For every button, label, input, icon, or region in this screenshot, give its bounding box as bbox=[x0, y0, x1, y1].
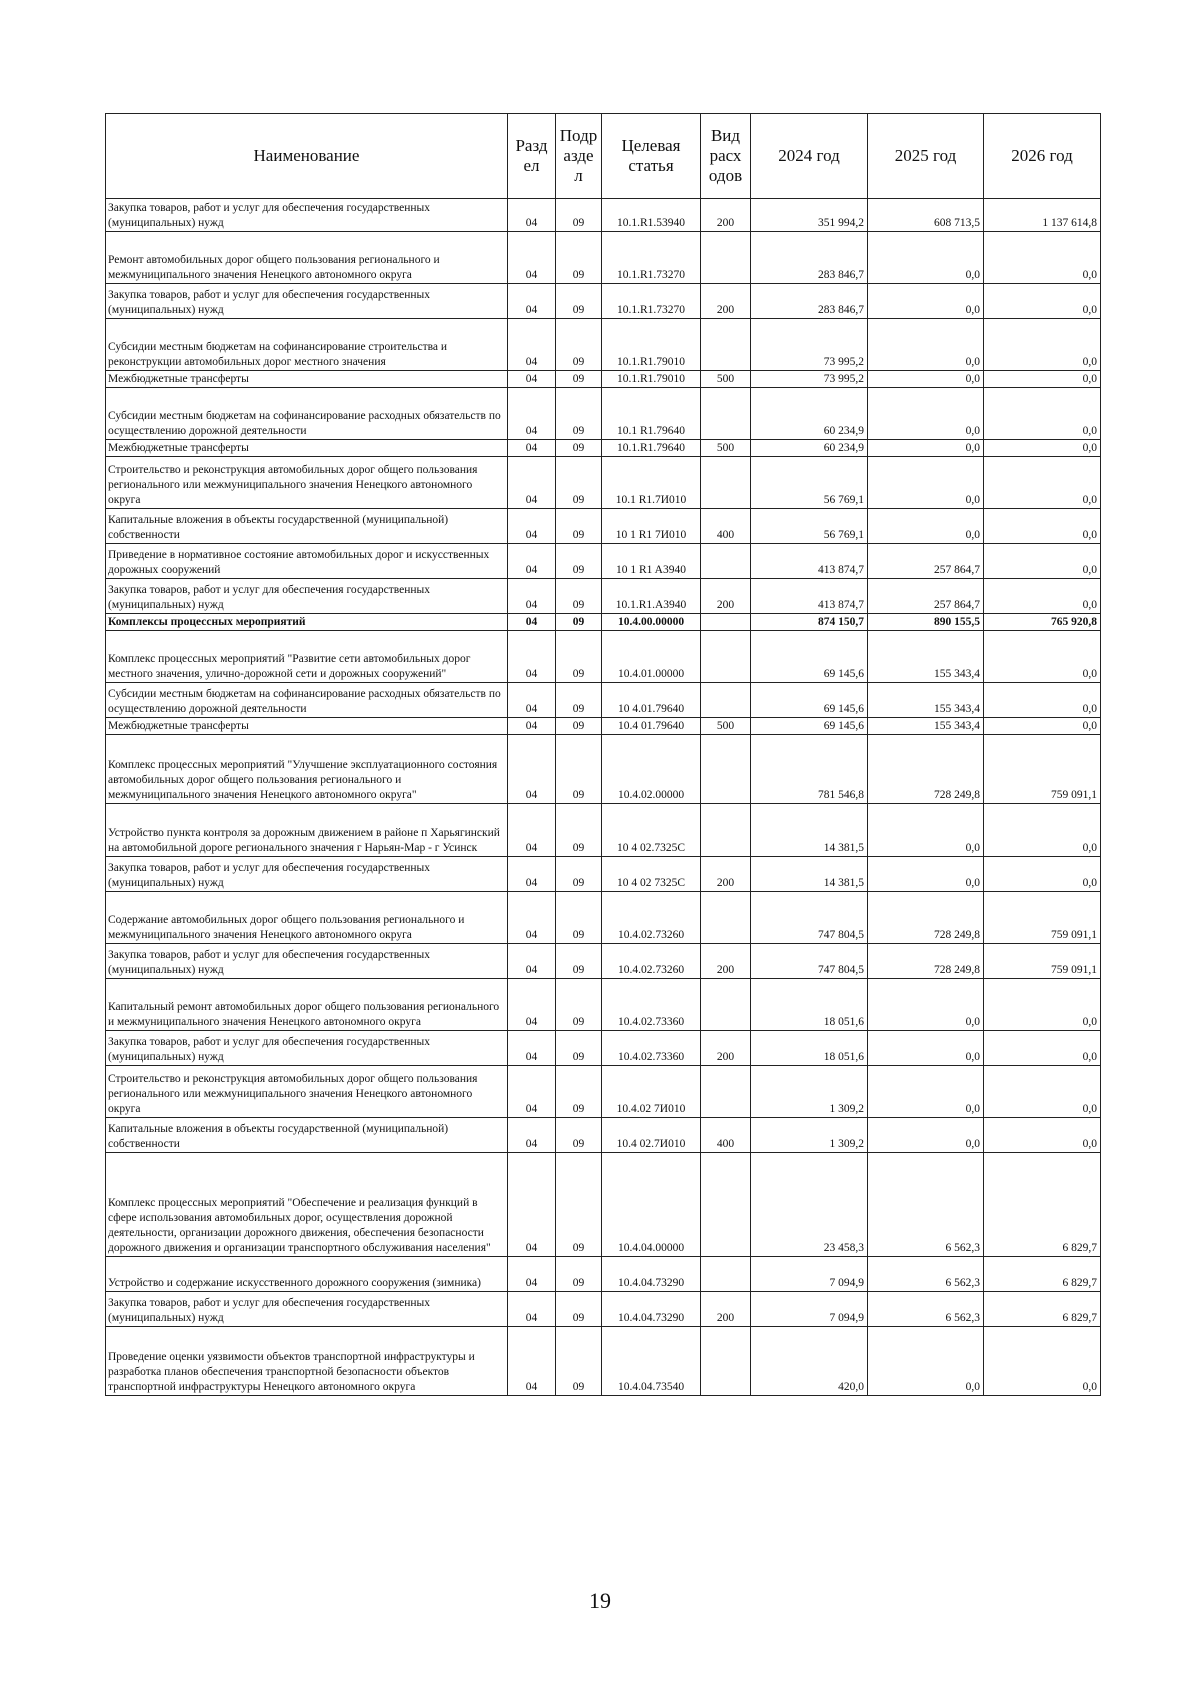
cell-2025: 0,0 bbox=[868, 804, 984, 857]
cell-subsection: 09 bbox=[556, 1118, 602, 1153]
cell-2025: 728 249,8 bbox=[868, 735, 984, 804]
cell-subsection: 09 bbox=[556, 892, 602, 944]
cell-target: 10 1 R1 A3940 bbox=[602, 544, 701, 579]
cell-section: 04 bbox=[508, 509, 556, 544]
cell-section: 04 bbox=[508, 1257, 556, 1292]
cell-type bbox=[701, 892, 751, 944]
cell-section: 04 bbox=[508, 199, 556, 232]
cell-2026: 759 091,1 bbox=[984, 735, 1101, 804]
cell-2026: 759 091,1 bbox=[984, 892, 1101, 944]
cell-target: 10 1 R1 7И010 bbox=[602, 509, 701, 544]
cell-target: 10.1.R1.79010 bbox=[602, 319, 701, 371]
cell-2026: 0,0 bbox=[984, 683, 1101, 718]
cell-section: 04 bbox=[508, 631, 556, 683]
cell-type bbox=[701, 979, 751, 1031]
cell-2026: 0,0 bbox=[984, 457, 1101, 509]
header-target: Целевая статья bbox=[602, 114, 701, 199]
cell-2026: 0,0 bbox=[984, 284, 1101, 319]
cell-2025: 0,0 bbox=[868, 1118, 984, 1153]
cell-name: Комплекс процессных мероприятий "Развитие сети автомобильных дорог местного значения, улично-дорожной сети и дорожных сооружений" bbox=[106, 631, 508, 683]
cell-2024: 351 994,2 bbox=[751, 199, 868, 232]
cell-subsection: 09 bbox=[556, 614, 602, 631]
cell-section: 04 bbox=[508, 457, 556, 509]
cell-2025: 0,0 bbox=[868, 509, 984, 544]
cell-2024: 18 051,6 bbox=[751, 1031, 868, 1066]
table-row bbox=[106, 371, 1101, 388]
table-row bbox=[106, 614, 1101, 631]
cell-2024: 23 458,3 bbox=[751, 1153, 868, 1257]
cell-name: Субсидии местным бюджетам на софинансирование расходных обязательств по осуществлению дорожной деятельности bbox=[106, 683, 508, 718]
cell-name: Комплекс процессных мероприятий "Улучшение эксплуатационного состояния автомобильных дорог общего пользования регионального и межмуниципального значения Ненецкого автономного округа" bbox=[106, 735, 508, 804]
cell-section: 04 bbox=[508, 544, 556, 579]
cell-section: 04 bbox=[508, 857, 556, 892]
cell-name: Закупка товаров, работ и услуг для обеспечения государственных (муниципальных) нужд bbox=[106, 199, 508, 232]
cell-target: 10.1.R1.73270 bbox=[602, 284, 701, 319]
cell-subsection: 09 bbox=[556, 199, 602, 232]
cell-2025: 6 562,3 bbox=[868, 1292, 984, 1327]
table-row bbox=[106, 232, 1101, 284]
cell-type bbox=[701, 735, 751, 804]
cell-target: 10 4 02 7325C bbox=[602, 857, 701, 892]
cell-subsection: 09 bbox=[556, 457, 602, 509]
header-type: Вид расх одов bbox=[701, 114, 751, 199]
cell-target: 10.4.04.73290 bbox=[602, 1257, 701, 1292]
cell-type: 200 bbox=[701, 1031, 751, 1066]
cell-type: 500 bbox=[701, 440, 751, 457]
cell-2026: 0,0 bbox=[984, 1118, 1101, 1153]
cell-2026: 0,0 bbox=[984, 232, 1101, 284]
cell-2026: 0,0 bbox=[984, 979, 1101, 1031]
cell-2026: 0,0 bbox=[984, 509, 1101, 544]
cell-name: Закупка товаров, работ и услуг для обеспечения государственных (муниципальных) нужд bbox=[106, 944, 508, 979]
cell-section: 04 bbox=[508, 1066, 556, 1118]
cell-section: 04 bbox=[508, 1292, 556, 1327]
cell-2025: 0,0 bbox=[868, 1031, 984, 1066]
cell-subsection: 09 bbox=[556, 1153, 602, 1257]
cell-2025: 155 343,4 bbox=[868, 683, 984, 718]
cell-2025: 0,0 bbox=[868, 440, 984, 457]
cell-type: 200 bbox=[701, 944, 751, 979]
budget-table bbox=[105, 113, 1101, 1396]
cell-target: 10.1.R1.73270 bbox=[602, 232, 701, 284]
cell-type bbox=[701, 544, 751, 579]
cell-type bbox=[701, 388, 751, 440]
cell-2025: 608 713,5 bbox=[868, 199, 984, 232]
cell-2024: 874 150,7 bbox=[751, 614, 868, 631]
cell-2026: 1 137 614,8 bbox=[984, 199, 1101, 232]
cell-section: 04 bbox=[508, 944, 556, 979]
cell-target: 10.4 02.7И010 bbox=[602, 1118, 701, 1153]
cell-subsection: 09 bbox=[556, 718, 602, 735]
table-row bbox=[106, 1118, 1101, 1153]
cell-2024: 283 846,7 bbox=[751, 284, 868, 319]
cell-name: Капитальный ремонт автомобильных дорог общего пользования регионального и межмуниципального значения Ненецкого автономного округа bbox=[106, 979, 508, 1031]
cell-2025: 155 343,4 bbox=[868, 631, 984, 683]
cell-type bbox=[701, 631, 751, 683]
table-row bbox=[106, 319, 1101, 371]
cell-subsection: 09 bbox=[556, 371, 602, 388]
page-number: 19 bbox=[589, 1588, 611, 1613]
table-header-row bbox=[106, 114, 1101, 199]
cell-subsection: 09 bbox=[556, 1292, 602, 1327]
cell-section: 04 bbox=[508, 1153, 556, 1257]
table-row bbox=[106, 509, 1101, 544]
cell-type bbox=[701, 1066, 751, 1118]
cell-2026: 0,0 bbox=[984, 388, 1101, 440]
cell-target: 10.4.01.00000 bbox=[602, 631, 701, 683]
cell-2026: 6 829,7 bbox=[984, 1153, 1101, 1257]
cell-2024: 69 145,6 bbox=[751, 718, 868, 735]
cell-2024: 73 995,2 bbox=[751, 319, 868, 371]
cell-type bbox=[701, 614, 751, 631]
cell-type: 200 bbox=[701, 1292, 751, 1327]
cell-type bbox=[701, 1153, 751, 1257]
cell-2024: 7 094,9 bbox=[751, 1257, 868, 1292]
table-row bbox=[106, 544, 1101, 579]
table-row bbox=[106, 735, 1101, 804]
cell-target: 10.1.R1.A3940 bbox=[602, 579, 701, 614]
table-row bbox=[106, 631, 1101, 683]
cell-2026: 0,0 bbox=[984, 718, 1101, 735]
cell-section: 04 bbox=[508, 614, 556, 631]
cell-2024: 420,0 bbox=[751, 1327, 868, 1396]
table-row bbox=[106, 944, 1101, 979]
budget-table-container bbox=[105, 113, 1100, 1396]
cell-target: 10.4.00.00000 bbox=[602, 614, 701, 631]
cell-2024: 69 145,6 bbox=[751, 683, 868, 718]
cell-2026: 6 829,7 bbox=[984, 1257, 1101, 1292]
cell-2026: 0,0 bbox=[984, 1327, 1101, 1396]
cell-subsection: 09 bbox=[556, 979, 602, 1031]
cell-2026: 0,0 bbox=[984, 440, 1101, 457]
cell-target: 10.1.R1.79640 bbox=[602, 440, 701, 457]
cell-name: Закупка товаров, работ и услуг для обеспечения государственных (муниципальных) нужд bbox=[106, 1031, 508, 1066]
cell-name: Закупка товаров, работ и услуг для обеспечения государственных (муниципальных) нужд bbox=[106, 579, 508, 614]
table-row bbox=[106, 979, 1101, 1031]
table-row bbox=[106, 892, 1101, 944]
cell-type bbox=[701, 1327, 751, 1396]
cell-section: 04 bbox=[508, 440, 556, 457]
cell-2025: 257 864,7 bbox=[868, 544, 984, 579]
cell-target: 10.1 R1.79640 bbox=[602, 388, 701, 440]
cell-name: Закупка товаров, работ и услуг для обеспечения государственных (муниципальных) нужд bbox=[106, 857, 508, 892]
cell-section: 04 bbox=[508, 1118, 556, 1153]
cell-subsection: 09 bbox=[556, 1066, 602, 1118]
cell-type bbox=[701, 683, 751, 718]
cell-name: Строительство и реконструкция автомобильных дорог общего пользования регионального или межмуниципального значения Ненецкого автономного округа bbox=[106, 457, 508, 509]
table-row bbox=[106, 1153, 1101, 1257]
cell-2024: 69 145,6 bbox=[751, 631, 868, 683]
cell-target: 10.4.02.73260 bbox=[602, 892, 701, 944]
cell-section: 04 bbox=[508, 1031, 556, 1066]
cell-2026: 0,0 bbox=[984, 319, 1101, 371]
table-row bbox=[106, 804, 1101, 857]
cell-2025: 890 155,5 bbox=[868, 614, 984, 631]
cell-name: Межбюджетные трансферты bbox=[106, 371, 508, 388]
cell-2025: 0,0 bbox=[868, 457, 984, 509]
cell-target: 10.4.02.00000 bbox=[602, 735, 701, 804]
cell-subsection: 09 bbox=[556, 1257, 602, 1292]
cell-target: 10.1 R1.7И010 bbox=[602, 457, 701, 509]
cell-subsection: 09 bbox=[556, 944, 602, 979]
cell-2026: 0,0 bbox=[984, 857, 1101, 892]
cell-target: 10.4.02.73360 bbox=[602, 979, 701, 1031]
cell-subsection: 09 bbox=[556, 1031, 602, 1066]
header-2025: 2025 год bbox=[868, 114, 984, 199]
cell-2024: 747 804,5 bbox=[751, 944, 868, 979]
cell-target: 10 4.01.79640 bbox=[602, 683, 701, 718]
cell-2025: 155 343,4 bbox=[868, 718, 984, 735]
cell-2024: 283 846,7 bbox=[751, 232, 868, 284]
cell-2026: 0,0 bbox=[984, 804, 1101, 857]
cell-name: Закупка товаров, работ и услуг для обеспечения государственных (муниципальных) нужд bbox=[106, 284, 508, 319]
cell-2026: 0,0 bbox=[984, 1066, 1101, 1118]
cell-type: 400 bbox=[701, 509, 751, 544]
cell-2024: 781 546,8 bbox=[751, 735, 868, 804]
table-row bbox=[106, 199, 1101, 232]
cell-type bbox=[701, 232, 751, 284]
cell-target: 10.4 01.79640 bbox=[602, 718, 701, 735]
cell-2025: 257 864,7 bbox=[868, 579, 984, 614]
header-2024: 2024 год bbox=[751, 114, 868, 199]
cell-2025: 0,0 bbox=[868, 371, 984, 388]
cell-2025: 728 249,8 bbox=[868, 944, 984, 979]
header-name: Наименование bbox=[106, 114, 508, 199]
cell-2025: 0,0 bbox=[868, 232, 984, 284]
cell-name: Ремонт автомобильных дорог общего пользования регионального и межмуниципального значения Ненецкого автономного округа bbox=[106, 232, 508, 284]
cell-2025: 0,0 bbox=[868, 1066, 984, 1118]
cell-name: Содержание автомобильных дорог общего пользования регионального и межмуниципального значения Ненецкого автономного округа bbox=[106, 892, 508, 944]
cell-2025: 6 562,3 bbox=[868, 1257, 984, 1292]
cell-section: 04 bbox=[508, 1327, 556, 1396]
cell-2025: 0,0 bbox=[868, 388, 984, 440]
cell-subsection: 09 bbox=[556, 544, 602, 579]
cell-2026: 0,0 bbox=[984, 1031, 1101, 1066]
cell-section: 04 bbox=[508, 683, 556, 718]
cell-2025: 0,0 bbox=[868, 319, 984, 371]
cell-2025: 6 562,3 bbox=[868, 1153, 984, 1257]
cell-section: 04 bbox=[508, 892, 556, 944]
cell-name: Устройство и содержание искусственного дорожного сооружения (зимника) bbox=[106, 1257, 508, 1292]
cell-2025: 728 249,8 bbox=[868, 892, 984, 944]
table-row bbox=[106, 1327, 1101, 1396]
cell-name: Комплексы процессных мероприятий bbox=[106, 614, 508, 631]
cell-2024: 73 995,2 bbox=[751, 371, 868, 388]
cell-section: 04 bbox=[508, 319, 556, 371]
cell-section: 04 bbox=[508, 232, 556, 284]
table-row bbox=[106, 1031, 1101, 1066]
cell-2026: 0,0 bbox=[984, 371, 1101, 388]
cell-2026: 0,0 bbox=[984, 631, 1101, 683]
cell-2024: 413 874,7 bbox=[751, 544, 868, 579]
header-subsection: Подр азде л bbox=[556, 114, 602, 199]
cell-name: Приведение в нормативное состояние автомобильных дорог и искусственных дорожных сооружений bbox=[106, 544, 508, 579]
cell-section: 04 bbox=[508, 804, 556, 857]
cell-section: 04 bbox=[508, 735, 556, 804]
header-2026: 2026 год bbox=[984, 114, 1101, 199]
cell-subsection: 09 bbox=[556, 319, 602, 371]
cell-subsection: 09 bbox=[556, 579, 602, 614]
cell-2024: 14 381,5 bbox=[751, 804, 868, 857]
cell-type: 200 bbox=[701, 857, 751, 892]
cell-type: 200 bbox=[701, 579, 751, 614]
table-row bbox=[106, 1066, 1101, 1118]
cell-type: 400 bbox=[701, 1118, 751, 1153]
cell-subsection: 09 bbox=[556, 388, 602, 440]
table-row bbox=[106, 440, 1101, 457]
cell-target: 10.4.04.00000 bbox=[602, 1153, 701, 1257]
table-row bbox=[106, 857, 1101, 892]
cell-subsection: 09 bbox=[556, 284, 602, 319]
table-row bbox=[106, 1292, 1101, 1327]
table-row bbox=[106, 457, 1101, 509]
cell-target: 10.4.02.73260 bbox=[602, 944, 701, 979]
cell-2024: 7 094,9 bbox=[751, 1292, 868, 1327]
cell-2025: 0,0 bbox=[868, 979, 984, 1031]
cell-subsection: 09 bbox=[556, 804, 602, 857]
cell-target: 10.4.04.73290 bbox=[602, 1292, 701, 1327]
cell-subsection: 09 bbox=[556, 440, 602, 457]
cell-name: Межбюджетные трансферты bbox=[106, 718, 508, 735]
cell-2024: 18 051,6 bbox=[751, 979, 868, 1031]
cell-2024: 60 234,9 bbox=[751, 440, 868, 457]
table-row bbox=[106, 579, 1101, 614]
cell-2026: 759 091,1 bbox=[984, 944, 1101, 979]
cell-name: Субсидии местным бюджетам на софинансирование расходных обязательств по осуществлению дорожной деятельности bbox=[106, 388, 508, 440]
cell-target: 10.4.02 7И010 bbox=[602, 1066, 701, 1118]
cell-type: 200 bbox=[701, 284, 751, 319]
cell-type: 500 bbox=[701, 718, 751, 735]
cell-2025: 0,0 bbox=[868, 857, 984, 892]
cell-target: 10.4.02.73360 bbox=[602, 1031, 701, 1066]
table-row bbox=[106, 718, 1101, 735]
cell-2026: 6 829,7 bbox=[984, 1292, 1101, 1327]
cell-2024: 1 309,2 bbox=[751, 1118, 868, 1153]
cell-target: 10.4.04.73540 bbox=[602, 1327, 701, 1396]
cell-2024: 1 309,2 bbox=[751, 1066, 868, 1118]
cell-name: Субсидии местным бюджетам на софинансирование строительства и реконструкции автомобильных дорог местного значения bbox=[106, 319, 508, 371]
cell-subsection: 09 bbox=[556, 232, 602, 284]
cell-section: 04 bbox=[508, 979, 556, 1031]
cell-subsection: 09 bbox=[556, 509, 602, 544]
cell-name: Капитальные вложения в объекты государственной (муниципальной) собственности bbox=[106, 1118, 508, 1153]
cell-2026: 0,0 bbox=[984, 579, 1101, 614]
cell-section: 04 bbox=[508, 284, 556, 319]
cell-2025: 0,0 bbox=[868, 1327, 984, 1396]
table-row bbox=[106, 388, 1101, 440]
cell-2025: 0,0 bbox=[868, 284, 984, 319]
cell-2024: 413 874,7 bbox=[751, 579, 868, 614]
cell-subsection: 09 bbox=[556, 857, 602, 892]
cell-subsection: 09 bbox=[556, 1327, 602, 1396]
cell-name: Устройство пункта контроля за дорожным движением в районе п Харьягинский на автомобильной дороге регионального значения г Нарьян-Мар - г Усинск bbox=[106, 804, 508, 857]
cell-section: 04 bbox=[508, 371, 556, 388]
cell-name: Проведение оценки уязвимости объектов транспортной инфраструктуры и разработка планов обеспечения транспортной безопасности объектов транспортной инфраструктуры Ненецкого автономного округа bbox=[106, 1327, 508, 1396]
cell-subsection: 09 bbox=[556, 735, 602, 804]
table-body bbox=[106, 199, 1101, 1396]
cell-2026: 765 920,8 bbox=[984, 614, 1101, 631]
cell-2026: 0,0 bbox=[984, 544, 1101, 579]
cell-name: Строительство и реконструкция автомобильных дорог общего пользования регионального или межмуниципального значения Ненецкого автономного округа bbox=[106, 1066, 508, 1118]
cell-name: Межбюджетные трансферты bbox=[106, 440, 508, 457]
cell-section: 04 bbox=[508, 388, 556, 440]
cell-target: 10.1.R1.53940 bbox=[602, 199, 701, 232]
cell-name: Комплекс процессных мероприятий "Обеспечение и реализация функций в сфере использования автомобильных дорог, осуществления дорожной деятельности, организации дорожного движения, обеспечения безопасности дорожного движения и организации транспортного обслуживания населения" bbox=[106, 1153, 508, 1257]
cell-type bbox=[701, 804, 751, 857]
cell-type: 500 bbox=[701, 371, 751, 388]
table-row bbox=[106, 683, 1101, 718]
cell-type bbox=[701, 319, 751, 371]
cell-type bbox=[701, 457, 751, 509]
cell-section: 04 bbox=[508, 579, 556, 614]
cell-2024: 60 234,9 bbox=[751, 388, 868, 440]
cell-2024: 747 804,5 bbox=[751, 892, 868, 944]
cell-subsection: 09 bbox=[556, 631, 602, 683]
cell-target: 10.1.R1.79010 bbox=[602, 371, 701, 388]
cell-2024: 14 381,5 bbox=[751, 857, 868, 892]
cell-type bbox=[701, 1257, 751, 1292]
cell-2024: 56 769,1 bbox=[751, 509, 868, 544]
cell-name: Капитальные вложения в объекты государственной (муниципальной) собственности bbox=[106, 509, 508, 544]
header-section: Разд ел bbox=[508, 114, 556, 199]
cell-subsection: 09 bbox=[556, 683, 602, 718]
cell-section: 04 bbox=[508, 718, 556, 735]
cell-2024: 56 769,1 bbox=[751, 457, 868, 509]
cell-name: Закупка товаров, работ и услуг для обеспечения государственных (муниципальных) нужд bbox=[106, 1292, 508, 1327]
table-row bbox=[106, 1257, 1101, 1292]
cell-target: 10 4 02.7325C bbox=[602, 804, 701, 857]
table-row bbox=[106, 284, 1101, 319]
cell-type: 200 bbox=[701, 199, 751, 232]
